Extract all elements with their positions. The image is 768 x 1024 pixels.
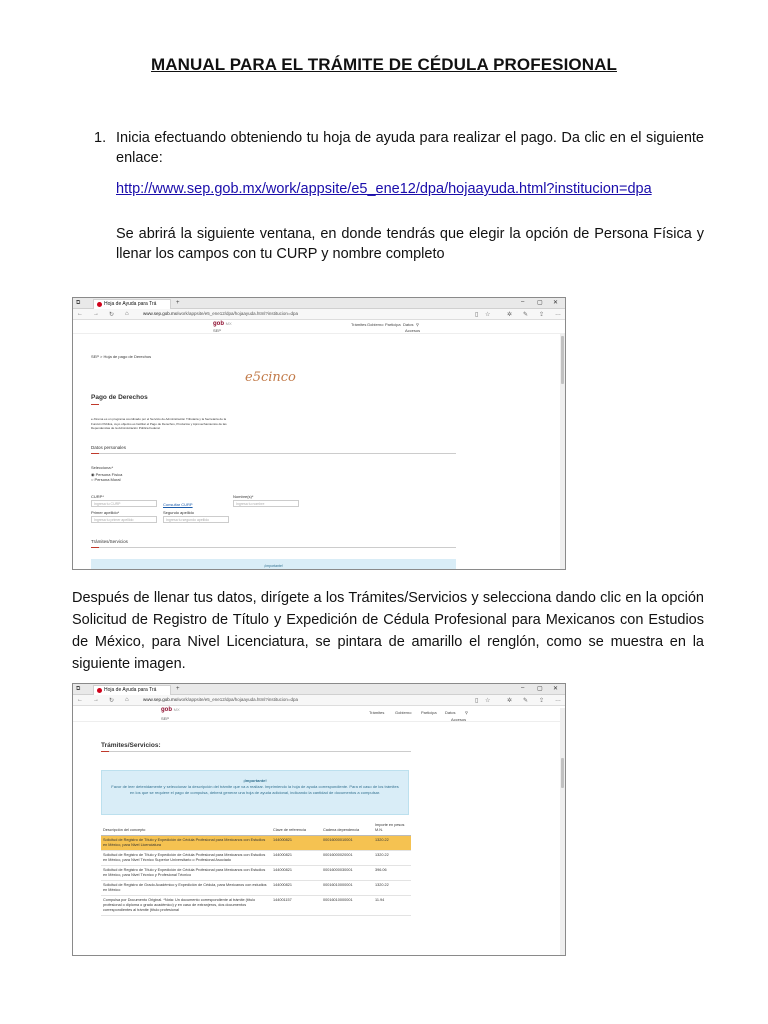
nombre-label: Nombre(s)*	[233, 494, 254, 499]
gob-logo[interactable]: gob MX	[213, 321, 232, 327]
table-cell: 1320.22	[373, 881, 411, 896]
back-icon[interactable]: ←	[77, 697, 83, 703]
menu-tramites[interactable]: Trámites	[351, 322, 367, 327]
datos-personales-heading: Datos personales	[91, 445, 127, 450]
favorites-hub-icon[interactable]: ✲	[507, 698, 513, 704]
tab-actions-icon[interactable]: ⧉	[76, 686, 81, 692]
accesos-link[interactable]: Accesos	[451, 717, 467, 722]
url-field[interactable]: www.sep.gob.mx/work/appsite/e5_ene12/dpa/hojaayuda.html?institucion=dpa	[143, 311, 298, 316]
sep-label: SEP	[161, 716, 170, 721]
new-tab-icon[interactable]: +	[176, 300, 180, 306]
table-cell: Solicitud de Registro de Grado Académico y Expedición de Cédula, para Mexicanos con estudios en México	[101, 881, 271, 896]
table-cell: 144000821	[271, 851, 321, 866]
tab-title: Hoja de Ayuda para Trá	[104, 687, 157, 693]
menu-datos[interactable]: Datos	[403, 322, 414, 327]
favorite-icon[interactable]: ☆	[485, 312, 491, 318]
curp-label: CURP*	[91, 494, 104, 499]
column-header: Cadena dependencia	[321, 821, 373, 836]
column-header: Descripción del concepto	[101, 821, 271, 836]
tramites-underline	[91, 547, 99, 548]
importante-alert: ¡Importante!	[91, 559, 456, 570]
search-icon[interactable]: ⚲	[416, 322, 419, 327]
intro-text: e-Xtrema es un programa coordinado por el Servicio de Administración Tributaria y la Secretaría de la Función Pública, cuyo objetivo es facilitar el Pago de Derechos, Productos y Aprovechamientos de las Dependencias de la Administración Pública Federal.	[91, 417, 227, 430]
table-cell: 00016010000001	[321, 881, 373, 896]
table-cell: 00016010000001	[321, 896, 373, 916]
importante-alert	[101, 770, 409, 815]
instruction-paragraph: Se abrirá la siguiente ventana, en donde tendrás que elegir la opción de Persona Física y llenar los campos con tu CURP y nombre completo	[116, 226, 704, 262]
table-cell: 144001157	[271, 896, 321, 916]
minimize-icon[interactable]: –	[521, 299, 525, 305]
maximize-icon[interactable]: ▢	[537, 300, 543, 306]
browser-tab-bar	[73, 298, 565, 309]
hoja-ayuda-link[interactable]: http://www.sep.gob.mx/work/appsite/e5_ene12/dpa/hojaayuda.html?institucion=dpa	[116, 181, 652, 197]
menu-tramites[interactable]: Trámites	[369, 710, 385, 715]
home-icon[interactable]: ⌂	[125, 697, 129, 703]
table-cell: Solicitud de Registro de Título y Expedición de Cédula Profesional para Mexicanos con Estudios en México, para Nivel Técnico Superior Universitario o Profesional Asociado	[101, 851, 271, 866]
reading-view-icon[interactable]: ▯	[475, 312, 479, 318]
step-number: 1.	[94, 130, 107, 146]
minimize-icon[interactable]: –	[521, 685, 525, 691]
scrollbar[interactable]	[560, 334, 565, 570]
screenshot-tramites	[72, 683, 566, 956]
divider	[91, 453, 456, 454]
table-row-selected[interactable]	[101, 836, 411, 851]
alert-text: Favor de leer detenidamente y seleccionar la descripción del trámite que va a realizar. Imprimiendo la hoja de ayuda correspondiente. Para el caso de los trámites en los que se requiere el pago de compulsa, deberá generar una hoja de ayuda adicional, indicando la cantidad de documentos a compulsar.	[111, 784, 399, 795]
nombre-input[interactable]: Ingresa tu nombre	[233, 500, 299, 507]
notes-icon[interactable]: ✎	[523, 698, 529, 704]
document-title: MANUAL PARA EL TRÁMITE DE CÉDULA PROFESIONAL	[151, 55, 617, 74]
consultar-curp-link[interactable]: Consultar CURP	[163, 502, 193, 507]
gob-header	[73, 706, 565, 722]
table-row[interactable]	[101, 866, 411, 881]
divider	[91, 547, 456, 548]
new-tab-icon[interactable]: +	[176, 686, 180, 692]
table-cell: Compulsa por Documento Original. *Nota: Un documento correspondiente al trámite (título profesional o diploma o grado académico) y en caso de extranjeros, dos documentos correspondientes al trámite (título profesional	[101, 896, 271, 916]
radio-persona-fisica[interactable]: ◉ Persona Física	[91, 472, 123, 477]
close-icon[interactable]: ✕	[553, 300, 559, 306]
heading-underline	[91, 404, 99, 405]
forward-icon[interactable]: →	[93, 697, 99, 703]
browser-tab-bar	[73, 684, 565, 695]
menu-gobierno[interactable]: Gobierno	[395, 710, 412, 715]
tramites-heading: Trámites/Servicios:	[101, 742, 161, 749]
table-cell: 1320.22	[373, 836, 411, 851]
table-row[interactable]	[101, 851, 411, 866]
address-bar	[73, 309, 565, 320]
step-text: Inicia efectuando obteniendo tu hoja de ayuda para realizar el pago. Da clic en el siguiente enlace:	[116, 130, 704, 166]
favicon-icon	[97, 302, 102, 307]
segundo-apellido-input[interactable]: Ingresa tu segundo apellido	[163, 516, 229, 523]
primer-apellido-input[interactable]: Ingresa tu primer apellido	[91, 516, 157, 523]
menu-datos[interactable]: Datos	[445, 710, 456, 715]
column-header: Importe en pesos M.N.	[373, 821, 411, 836]
back-icon[interactable]: ←	[77, 311, 83, 317]
column-header: Clave de referencia	[271, 821, 321, 836]
more-icon[interactable]: …	[555, 697, 561, 703]
refresh-icon[interactable]: ↻	[109, 698, 115, 704]
table-cell: 144000821	[271, 866, 321, 881]
browser-tab[interactable]	[93, 299, 171, 309]
url-field[interactable]: www.sep.gob.mx/work/appsite/e5_ene12/dpa/hojaayuda.html?institucion=dpa	[143, 697, 298, 702]
scroll-thumb[interactable]	[561, 336, 564, 384]
alert-title: ¡Importante!	[243, 778, 267, 783]
gob-logo[interactable]: gob MX	[161, 707, 180, 713]
radio-persona-moral[interactable]: ○ Persona Moral	[91, 477, 121, 482]
table-cell: 11.94	[373, 896, 411, 916]
table-cell: Solicitud de Registro de Título y Expedición de Cédula Profesional para Mexicanos con Estudios en México, para Nivel Licenciatura	[101, 836, 271, 851]
refresh-icon[interactable]: ↻	[109, 312, 115, 318]
reading-view-icon[interactable]: ▯	[475, 698, 479, 704]
share-icon[interactable]: ⇪	[539, 312, 545, 318]
table-cell: 00016000030001	[321, 866, 373, 881]
e5cinco-logo: e5cinco	[245, 370, 296, 385]
home-icon[interactable]: ⌂	[125, 311, 129, 317]
scrollbar[interactable]	[560, 708, 565, 956]
sep-label: SEP	[213, 328, 222, 333]
table-header-row	[101, 821, 411, 836]
divider	[101, 751, 411, 752]
table-row[interactable]	[101, 881, 411, 896]
segundo-apellido-label: Segundo apellido	[163, 510, 194, 515]
instruction-paragraph-2: Después de llenar tus datos, dirígete a los Trámites/Servicios y selecciona dando clic en la opción Solicitud de Registro de Título y Expedición de Cédula Profesional para Mexicanos con Estudios de México, para Nivel Licenciatura, se pintara de amarillo el renglón, como se muestra en la siguiente imagen.	[72, 590, 704, 672]
table-cell: 144000821	[271, 881, 321, 896]
close-icon[interactable]: ✕	[553, 686, 559, 692]
favorites-hub-icon[interactable]: ✲	[507, 312, 513, 318]
address-bar	[73, 695, 565, 706]
curp-input[interactable]: Ingresa tu CURP	[91, 500, 157, 507]
menu-gobierno[interactable]: Gobierno	[367, 322, 384, 327]
menu-participa[interactable]: Participa	[421, 710, 437, 715]
screenshot-pago-derechos	[72, 297, 566, 570]
tramites-heading: Trámites/Servicios	[91, 539, 128, 544]
share-icon[interactable]: ⇪	[539, 698, 545, 704]
table-cell: 396.06	[373, 866, 411, 881]
table-cell: 144000821	[271, 836, 321, 851]
breadcrumb[interactable]: SEP > Hoja de pago de Derechos	[91, 354, 152, 359]
notes-icon[interactable]: ✎	[523, 312, 529, 318]
datos-underline	[91, 453, 99, 454]
table-cell: 1320.22	[373, 851, 411, 866]
favorite-icon[interactable]: ☆	[485, 698, 491, 704]
tab-title: Hoja de Ayuda para Trá	[104, 301, 157, 307]
forward-icon[interactable]: →	[93, 311, 99, 317]
table-cell: 00016000010001	[321, 836, 373, 851]
tramites-table	[101, 821, 411, 916]
table-row[interactable]	[101, 896, 411, 916]
menu-participa[interactable]: Participa	[385, 322, 401, 327]
page-heading: Pago de Derechos	[91, 394, 148, 401]
selecciona-label: Selecciona:*	[91, 465, 114, 470]
primer-apellido-label: Primer apellido*	[91, 510, 120, 515]
search-icon[interactable]: ⚲	[465, 710, 468, 715]
accesos-link[interactable]: Accesos	[405, 328, 421, 333]
heading-underline	[101, 751, 109, 752]
maximize-icon[interactable]: ▢	[537, 686, 543, 692]
browser-tab[interactable]	[93, 685, 171, 695]
table-cell: Solicitud de Registro de Título y Expedición de Cédula Profesional para Mexicanos con Estudios en México, para Nivel Técnico y Profesional Técnico	[101, 866, 271, 881]
gob-header	[73, 320, 565, 334]
scroll-thumb[interactable]	[561, 758, 564, 788]
tab-actions-icon[interactable]: ⧉	[76, 300, 81, 306]
favicon-icon	[97, 688, 102, 693]
table-cell: 00016000020001	[321, 851, 373, 866]
more-icon[interactable]: …	[555, 311, 561, 317]
